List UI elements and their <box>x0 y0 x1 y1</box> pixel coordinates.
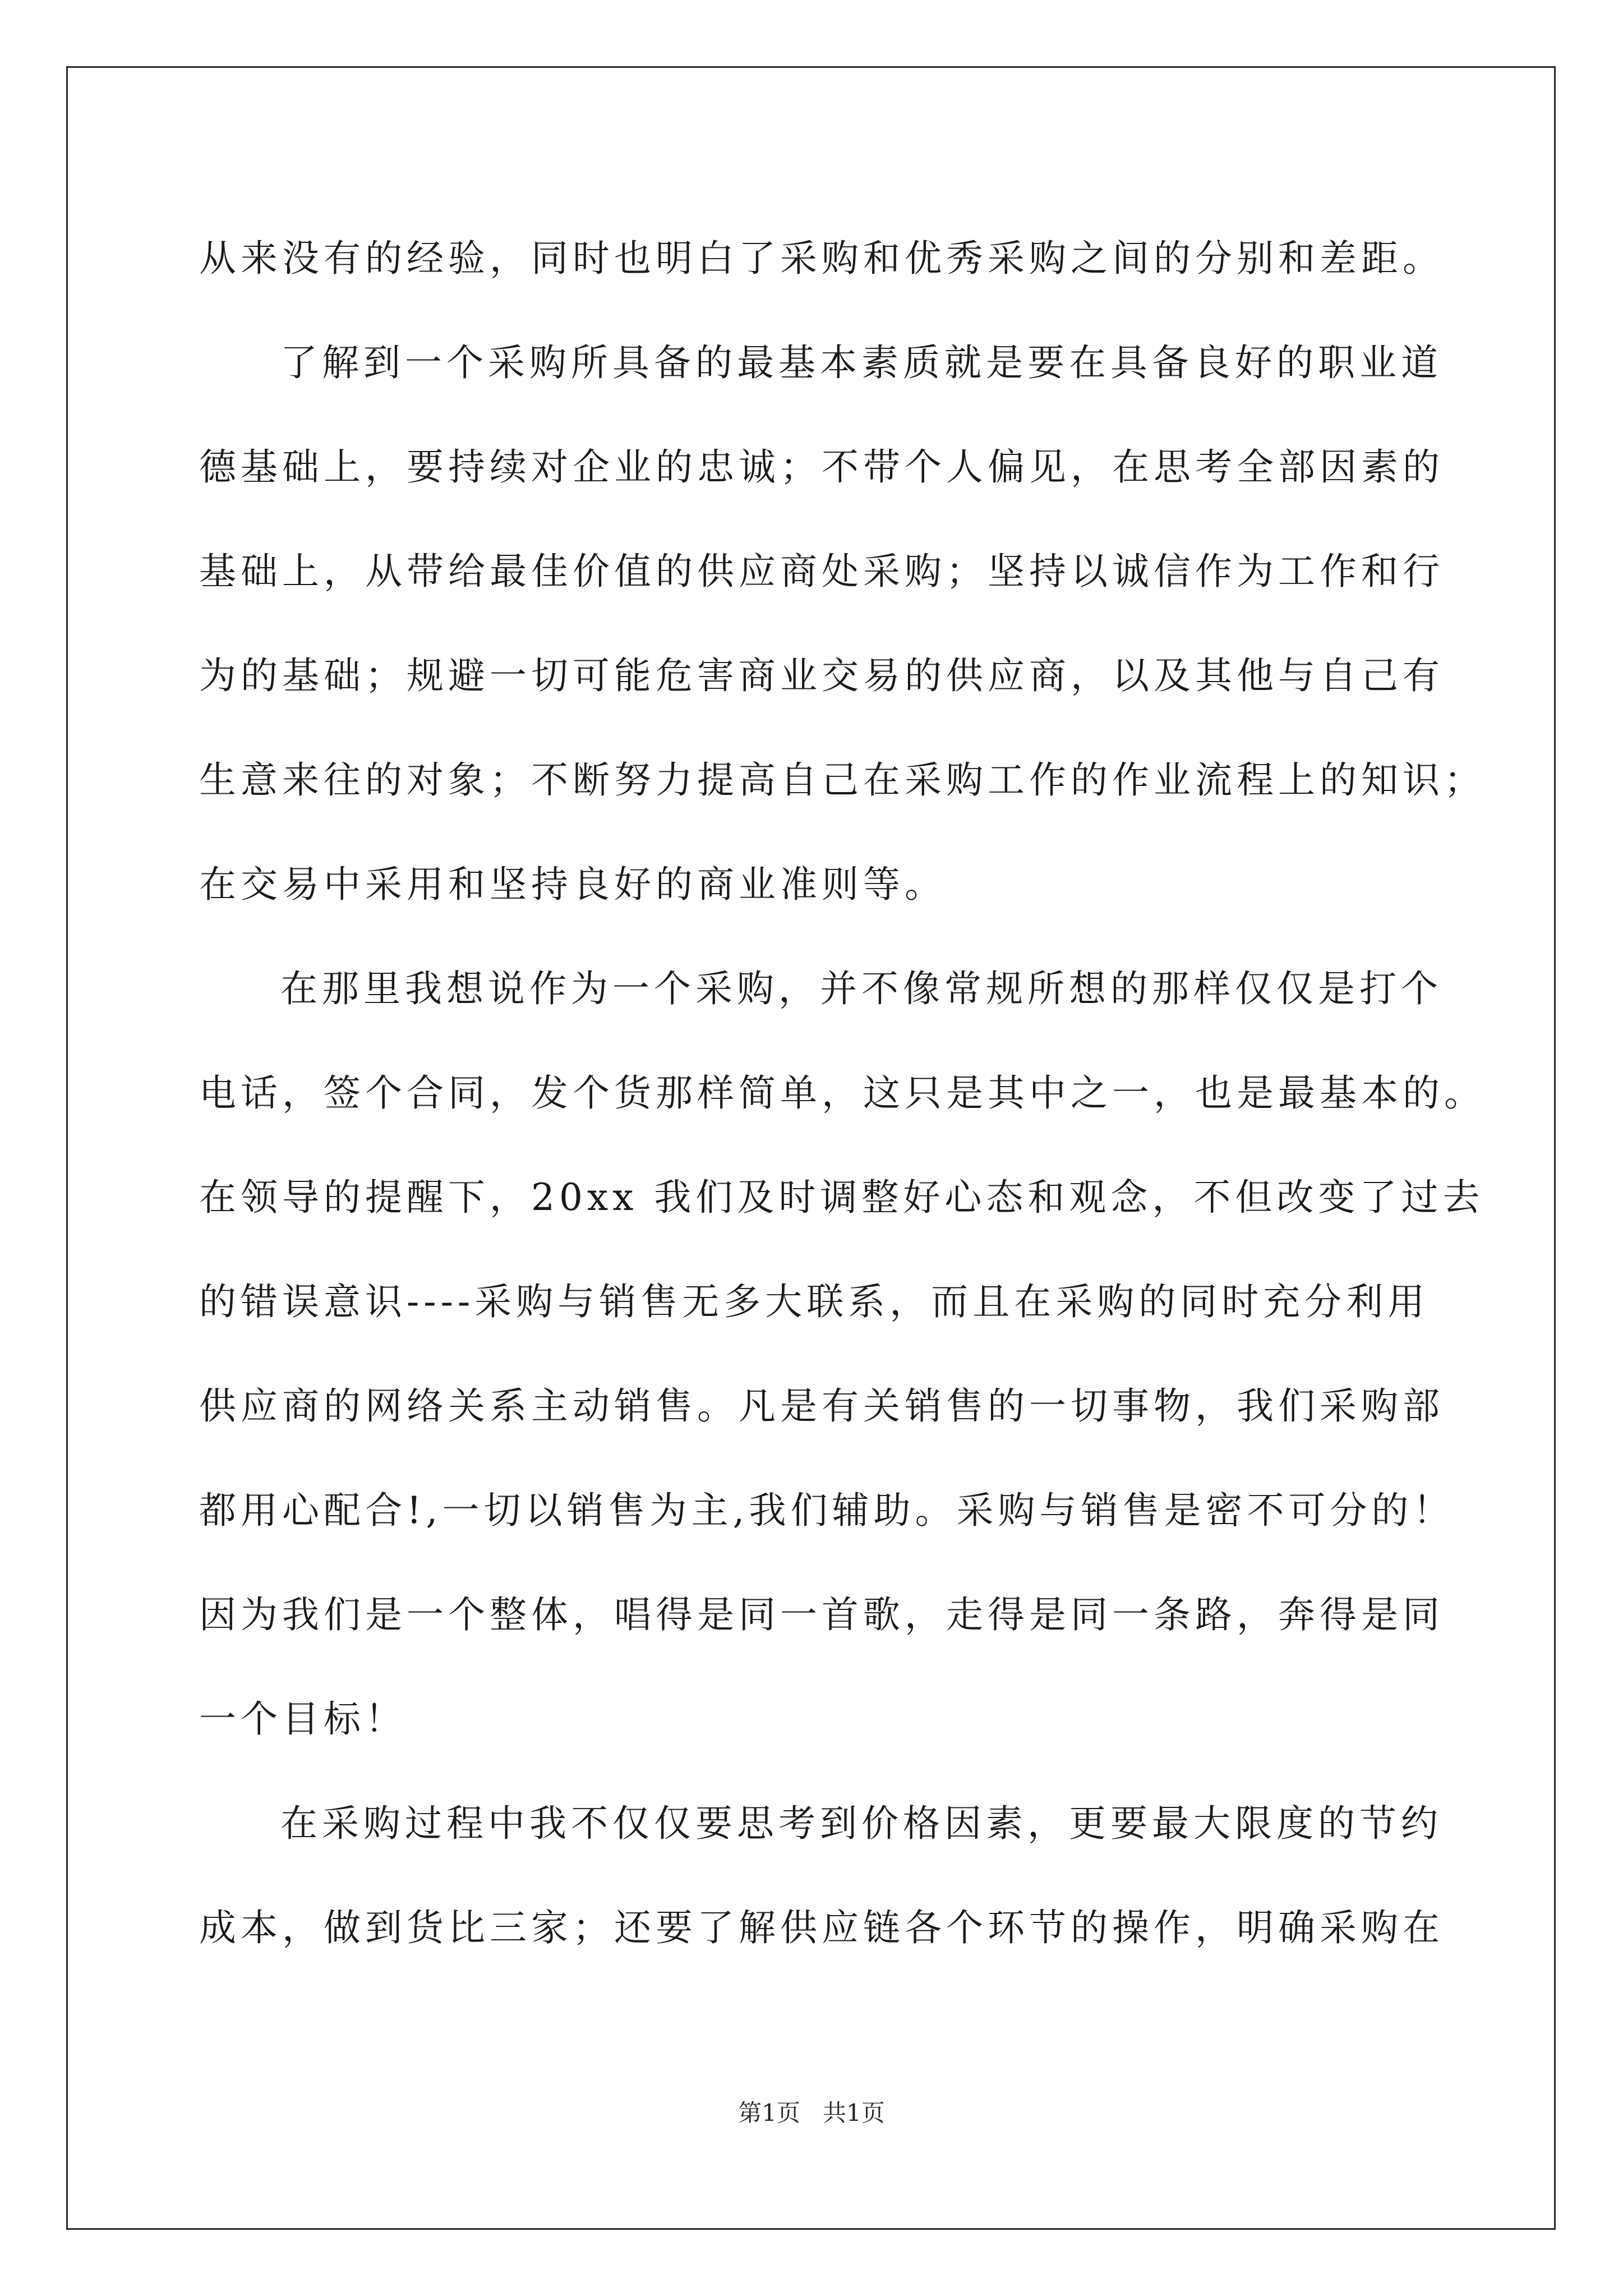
text-line: 一个目标！ <box>199 1697 407 1741</box>
text-line: 在那里我想说作为一个采购，并不像常规所想的那样仅仅是打个 <box>280 967 1442 1010</box>
text-line: 在领导的提醒下，20xx 我们及时调整好心态和观念，不但改变了过去 <box>199 1176 1484 1219</box>
text-line: 在交易中采用和坚持良好的商业准则等。 <box>199 863 946 906</box>
text-line: 在采购过程中我不仅仅要思考到价格因素，更要最大限度的节约 <box>280 1802 1442 1845</box>
text-line: 成本，做到货比三家；还要了解供应链各个环节的操作，明确采购在 <box>199 1906 1444 1949</box>
text-line: 基础上，从带给最佳价值的供应商处采购；坚持以诚信作为工作和行 <box>199 550 1444 593</box>
text-line: 的错误意识----采购与销售无多大联系，而且在采购的同时充分利用 <box>199 1280 1430 1323</box>
text-line: 电话，签个合同，发个货那样简单，这只是其中之一，也是最基本的。 <box>199 1071 1486 1115</box>
text-line: 供应商的网络关系主动销售。凡是有关销售的一切事物，我们采购部 <box>199 1384 1444 1428</box>
page-number-footer: 第1页 共1页 <box>738 2099 885 2127</box>
text-line: 从来没有的经验，同时也明白了采购和优秀采购之间的分别和差距。 <box>199 237 1444 280</box>
text-line: 都用心配合!,一切以销售为主,我们辅助。采购与销售是密不可分的！ <box>199 1489 1455 1532</box>
text-line: 为的基础；规避一切可能危害商业交易的供应商，以及其他与自己有 <box>199 654 1444 697</box>
text-line: 了解到一个采购所具备的最基本素质就是要在具备良好的职业道 <box>280 341 1442 384</box>
text-line: 德基础上，要持续对企业的忠诚；不带个人偏见，在思考全部因素的 <box>199 445 1444 489</box>
text-line: 因为我们是一个整体，唱得是同一首歌，走得是同一条路，奔得是同 <box>199 1593 1444 1636</box>
text-line: 生意来往的对象；不断努力提高自己在采购工作的作业流程上的知识； <box>199 758 1486 802</box>
document-body <box>199 206 1486 1980</box>
